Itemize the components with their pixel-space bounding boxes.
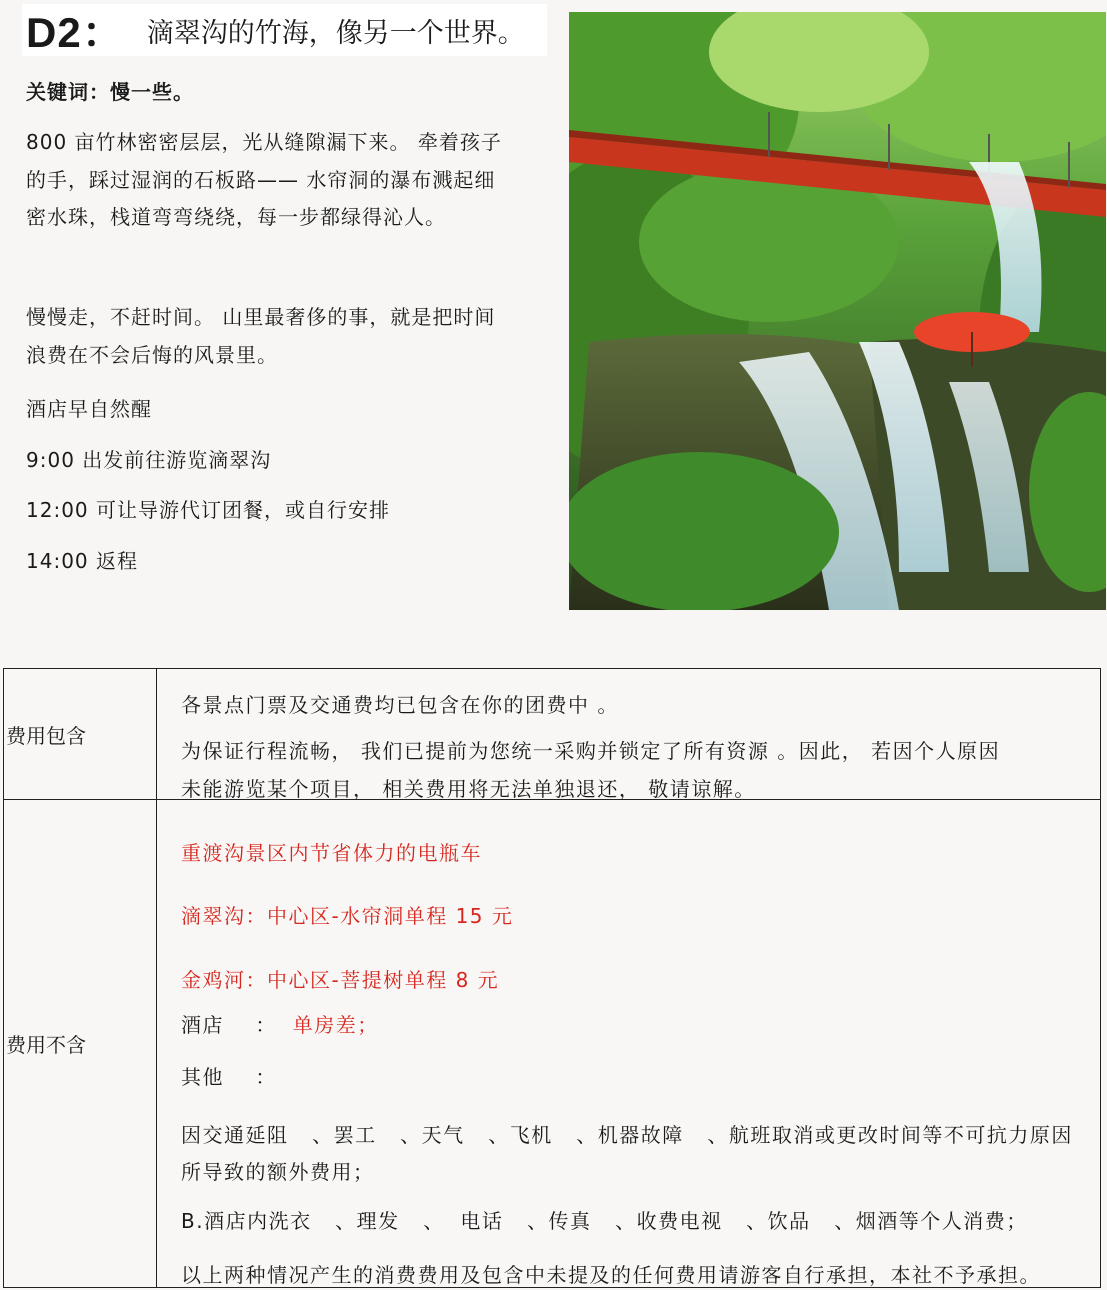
schedule-item: 酒店早自然醒 — [26, 397, 152, 421]
waterfall-photo — [569, 12, 1106, 610]
schedule-item: 12:00 可让导游代订团餐，或自行安排 — [26, 498, 390, 522]
excluded-red-line: 重渡沟景区内节省体力的电瓶车 — [181, 841, 482, 865]
fee-table — [3, 668, 1101, 1288]
other-line: 所导致的额外费用； — [181, 1160, 375, 1184]
paragraph-line: 密水珠，栈道弯弯绕绕，每一步都绿得沁人。 — [26, 205, 446, 229]
fee-included-label: 费用包含 — [4, 669, 157, 800]
schedule-item: 14:00 返程 — [26, 549, 138, 573]
day-title: 滴翠沟的竹海，像另一个世界。 — [146, 17, 525, 49]
excluded-red-line: 滴翠沟：中心区-水帘洞单程 15 元 — [181, 904, 514, 928]
fee-excluded-row — [4, 800, 1101, 1288]
hotel-value: 单房差； — [292, 1013, 379, 1037]
keywords: 关键词：慢一些。 — [26, 80, 194, 104]
fee-excluded-content — [157, 800, 1101, 1288]
description-paragraph-2 — [26, 299, 551, 374]
paragraph-line: 800 亩竹林密密层层，光从缝隙漏下来。 牵着孩子 — [26, 130, 502, 154]
excluded-red-line: 金鸡河：中心区-菩提树单程 8 元 — [181, 968, 500, 992]
description-paragraph-1 — [26, 124, 551, 237]
day-header — [22, 4, 547, 56]
included-line: 为保证行程流畅， 我们已提前为您统一采购并锁定了所有资源 。因此， 若因个人原因 — [181, 739, 1001, 763]
itinerary-day-section — [0, 0, 1107, 640]
hotel-label: 酒店 ： — [181, 1013, 277, 1037]
fee-excluded-label: 费用不含 — [4, 800, 157, 1288]
schedule-item: 9:00 出发前往游览滴翠沟 — [26, 448, 272, 472]
paragraph-line: 的手，踩过湿润的石板路—— 水帘洞的瀑布溅起细 — [26, 167, 496, 192]
included-line: 未能游览某个项目， 相关费用将无法单独退还， 敬请谅解。 — [181, 777, 756, 801]
other-label: 其他 ： — [181, 1065, 277, 1089]
day-label: D2： — [26, 9, 125, 56]
hotel-line — [181, 1009, 379, 1038]
fee-included-row — [4, 669, 1101, 800]
fee-included-content — [157, 669, 1101, 800]
paragraph-line: 慢慢走，不赶时间。 山里最奢侈的事，就是把时间 — [26, 305, 496, 329]
other-line: B.酒店内洗衣 、理发 、 电话 、传真 、收费电视 、饮品 、烟酒等个人消费； — [181, 1209, 1028, 1233]
included-line: 各景点门票及交通费均已包含在你的团费中 。 — [181, 693, 619, 717]
other-line: 因交通延阻 、罢工 、天气 、飞机 、机器故障 、航班取消或更改时间等不可抗力原因 — [181, 1123, 1073, 1147]
other-line: 以上两种情况产生的消费费用及包含中未提及的任何费用请游客自行承担，本社不予承担。 — [181, 1263, 1041, 1287]
paragraph-line: 浪费在不会后悔的风景里。 — [26, 342, 278, 367]
